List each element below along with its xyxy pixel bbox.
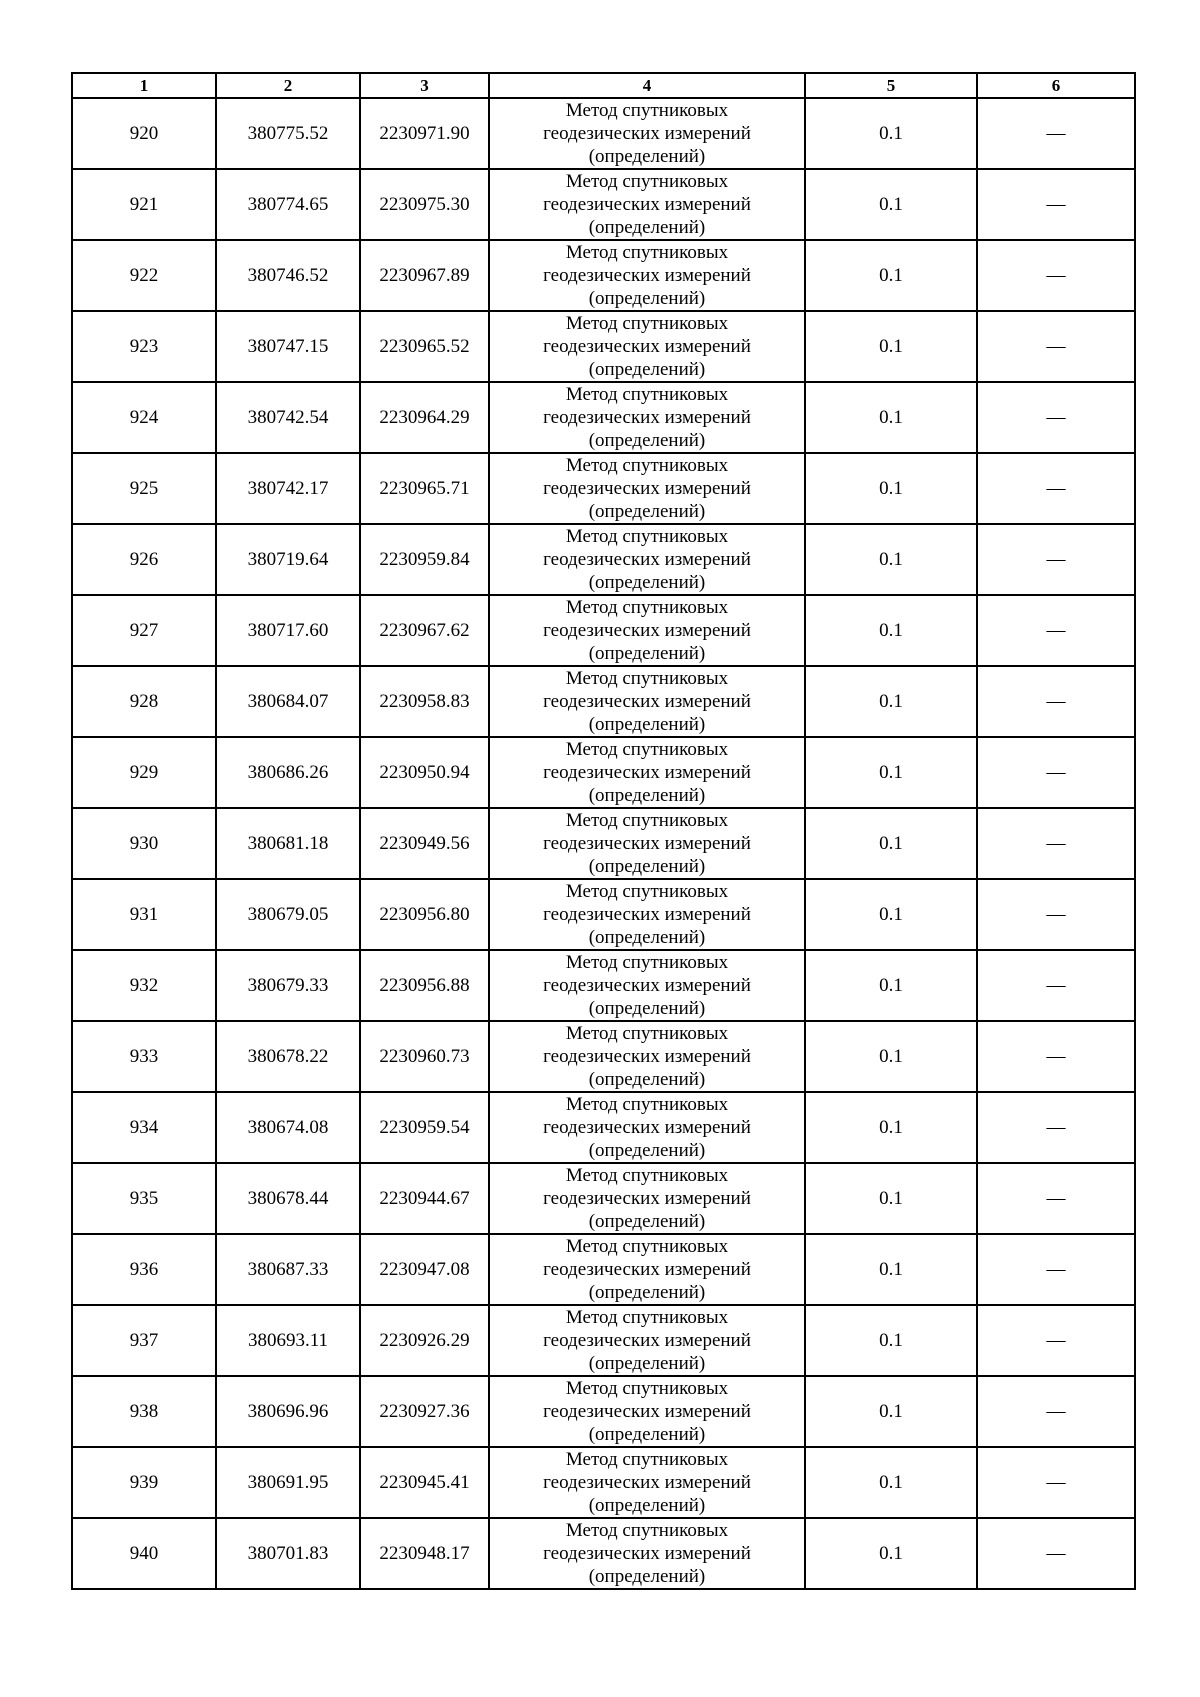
method-cell: Метод спутниковых геодезических измерений (определений) bbox=[489, 240, 805, 311]
accuracy-cell: 0.1 bbox=[805, 98, 977, 169]
x-coordinate-cell: 380678.44 bbox=[216, 1163, 360, 1234]
y-coordinate-cell: 2230945.41 bbox=[360, 1447, 489, 1518]
method-cell: Метод спутниковых геодезических измерений (определений) bbox=[489, 1092, 805, 1163]
x-coordinate-cell: 380681.18 bbox=[216, 808, 360, 879]
accuracy-cell: 0.1 bbox=[805, 169, 977, 240]
x-coordinate-cell: 380693.11 bbox=[216, 1305, 360, 1376]
method-cell: Метод спутниковых геодезических измерений (определений) bbox=[489, 666, 805, 737]
table-row bbox=[72, 1163, 1135, 1234]
table-row bbox=[72, 1447, 1135, 1518]
table-row bbox=[72, 1021, 1135, 1092]
y-coordinate-cell: 2230948.17 bbox=[360, 1518, 489, 1589]
table-row bbox=[72, 808, 1135, 879]
table-row bbox=[72, 1234, 1135, 1305]
y-coordinate-cell: 2230975.30 bbox=[360, 169, 489, 240]
point-number-cell: 925 bbox=[72, 453, 216, 524]
point-number-cell: 920 bbox=[72, 98, 216, 169]
method-cell: Метод спутниковых геодезических измерений (определений) bbox=[489, 169, 805, 240]
accuracy-cell: 0.1 bbox=[805, 240, 977, 311]
x-coordinate-cell: 380679.33 bbox=[216, 950, 360, 1021]
method-cell: Метод спутниковых геодезических измерений (определений) bbox=[489, 1305, 805, 1376]
point-number-cell: 928 bbox=[72, 666, 216, 737]
table-row bbox=[72, 1305, 1135, 1376]
x-coordinate-cell: 380679.05 bbox=[216, 879, 360, 950]
x-coordinate-cell: 380775.52 bbox=[216, 98, 360, 169]
table-row bbox=[72, 98, 1135, 169]
accuracy-cell: 0.1 bbox=[805, 666, 977, 737]
method-cell: Метод спутниковых геодезических измерений (определений) bbox=[489, 98, 805, 169]
x-coordinate-cell: 380687.33 bbox=[216, 1234, 360, 1305]
accuracy-cell: 0.1 bbox=[805, 1021, 977, 1092]
note-cell: — bbox=[977, 1305, 1135, 1376]
accuracy-cell: 0.1 bbox=[805, 1092, 977, 1163]
table-row bbox=[72, 737, 1135, 808]
method-cell: Метод спутниковых геодезических измерений (определений) bbox=[489, 737, 805, 808]
y-coordinate-cell: 2230958.83 bbox=[360, 666, 489, 737]
method-cell: Метод спутниковых геодезических измерений (определений) bbox=[489, 311, 805, 382]
column-header-4: 4 bbox=[489, 73, 805, 98]
y-coordinate-cell: 2230964.29 bbox=[360, 382, 489, 453]
point-number-cell: 935 bbox=[72, 1163, 216, 1234]
x-coordinate-cell: 380701.83 bbox=[216, 1518, 360, 1589]
accuracy-cell: 0.1 bbox=[805, 1518, 977, 1589]
accuracy-cell: 0.1 bbox=[805, 737, 977, 808]
note-cell: — bbox=[977, 453, 1135, 524]
x-coordinate-cell: 380686.26 bbox=[216, 737, 360, 808]
method-cell: Метод спутниковых геодезических измерений (определений) bbox=[489, 950, 805, 1021]
accuracy-cell: 0.1 bbox=[805, 950, 977, 1021]
table-row bbox=[72, 453, 1135, 524]
accuracy-cell: 0.1 bbox=[805, 808, 977, 879]
method-cell: Метод спутниковых геодезических измерений (определений) bbox=[489, 1376, 805, 1447]
accuracy-cell: 0.1 bbox=[805, 879, 977, 950]
point-number-cell: 921 bbox=[72, 169, 216, 240]
method-cell: Метод спутниковых геодезических измерений (определений) bbox=[489, 879, 805, 950]
point-number-cell: 938 bbox=[72, 1376, 216, 1447]
point-number-cell: 936 bbox=[72, 1234, 216, 1305]
accuracy-cell: 0.1 bbox=[805, 453, 977, 524]
y-coordinate-cell: 2230927.36 bbox=[360, 1376, 489, 1447]
note-cell: — bbox=[977, 240, 1135, 311]
method-cell: Метод спутниковых геодезических измерений (определений) bbox=[489, 382, 805, 453]
y-coordinate-cell: 2230967.62 bbox=[360, 595, 489, 666]
table-row bbox=[72, 1376, 1135, 1447]
note-cell: — bbox=[977, 950, 1135, 1021]
note-cell: — bbox=[977, 311, 1135, 382]
table-row bbox=[72, 169, 1135, 240]
point-number-cell: 923 bbox=[72, 311, 216, 382]
note-cell: — bbox=[977, 595, 1135, 666]
x-coordinate-cell: 380696.96 bbox=[216, 1376, 360, 1447]
accuracy-cell: 0.1 bbox=[805, 382, 977, 453]
table-row bbox=[72, 666, 1135, 737]
point-number-cell: 929 bbox=[72, 737, 216, 808]
accuracy-cell: 0.1 bbox=[805, 1305, 977, 1376]
point-number-cell: 927 bbox=[72, 595, 216, 666]
coordinates-table bbox=[71, 72, 1136, 1590]
table-row bbox=[72, 240, 1135, 311]
point-number-cell: 922 bbox=[72, 240, 216, 311]
method-cell: Метод спутниковых геодезических измерений (определений) bbox=[489, 1021, 805, 1092]
table-row bbox=[72, 382, 1135, 453]
table-row bbox=[72, 879, 1135, 950]
accuracy-cell: 0.1 bbox=[805, 1234, 977, 1305]
note-cell: — bbox=[977, 1518, 1135, 1589]
point-number-cell: 931 bbox=[72, 879, 216, 950]
accuracy-cell: 0.1 bbox=[805, 1376, 977, 1447]
point-number-cell: 932 bbox=[72, 950, 216, 1021]
y-coordinate-cell: 2230926.29 bbox=[360, 1305, 489, 1376]
note-cell: — bbox=[977, 808, 1135, 879]
method-cell: Метод спутниковых геодезических измерений (определений) bbox=[489, 808, 805, 879]
method-cell: Метод спутниковых геодезических измерений (определений) bbox=[489, 595, 805, 666]
note-cell: — bbox=[977, 98, 1135, 169]
x-coordinate-cell: 380684.07 bbox=[216, 666, 360, 737]
note-cell: — bbox=[977, 737, 1135, 808]
method-cell: Метод спутниковых геодезических измерений (определений) bbox=[489, 524, 805, 595]
x-coordinate-cell: 380674.08 bbox=[216, 1092, 360, 1163]
x-coordinate-cell: 380747.15 bbox=[216, 311, 360, 382]
column-header-2: 2 bbox=[216, 73, 360, 98]
note-cell: — bbox=[977, 169, 1135, 240]
y-coordinate-cell: 2230956.80 bbox=[360, 879, 489, 950]
note-cell: — bbox=[977, 1447, 1135, 1518]
x-coordinate-cell: 380746.52 bbox=[216, 240, 360, 311]
x-coordinate-cell: 380691.95 bbox=[216, 1447, 360, 1518]
y-coordinate-cell: 2230947.08 bbox=[360, 1234, 489, 1305]
x-coordinate-cell: 380742.54 bbox=[216, 382, 360, 453]
note-cell: — bbox=[977, 1376, 1135, 1447]
table-row bbox=[72, 524, 1135, 595]
x-coordinate-cell: 380719.64 bbox=[216, 524, 360, 595]
method-cell: Метод спутниковых геодезических измерений (определений) bbox=[489, 1447, 805, 1518]
table-body bbox=[72, 98, 1135, 1589]
table-row bbox=[72, 1092, 1135, 1163]
column-header-1: 1 bbox=[72, 73, 216, 98]
x-coordinate-cell: 380742.17 bbox=[216, 453, 360, 524]
y-coordinate-cell: 2230956.88 bbox=[360, 950, 489, 1021]
point-number-cell: 933 bbox=[72, 1021, 216, 1092]
y-coordinate-cell: 2230960.73 bbox=[360, 1021, 489, 1092]
method-cell: Метод спутниковых геодезических измерений (определений) bbox=[489, 1234, 805, 1305]
note-cell: — bbox=[977, 666, 1135, 737]
note-cell: — bbox=[977, 1234, 1135, 1305]
point-number-cell: 930 bbox=[72, 808, 216, 879]
accuracy-cell: 0.1 bbox=[805, 595, 977, 666]
y-coordinate-cell: 2230971.90 bbox=[360, 98, 489, 169]
note-cell: — bbox=[977, 1092, 1135, 1163]
header-row bbox=[72, 73, 1135, 98]
method-cell: Метод спутниковых геодезических измерений (определений) bbox=[489, 453, 805, 524]
x-coordinate-cell: 380717.60 bbox=[216, 595, 360, 666]
x-coordinate-cell: 380678.22 bbox=[216, 1021, 360, 1092]
y-coordinate-cell: 2230949.56 bbox=[360, 808, 489, 879]
method-cell: Метод спутниковых геодезических измерений (определений) bbox=[489, 1163, 805, 1234]
column-header-5: 5 bbox=[805, 73, 977, 98]
table-row bbox=[72, 950, 1135, 1021]
point-number-cell: 926 bbox=[72, 524, 216, 595]
method-cell: Метод спутниковых геодезических измерений (определений) bbox=[489, 1518, 805, 1589]
y-coordinate-cell: 2230965.52 bbox=[360, 311, 489, 382]
y-coordinate-cell: 2230965.71 bbox=[360, 453, 489, 524]
point-number-cell: 934 bbox=[72, 1092, 216, 1163]
note-cell: — bbox=[977, 1163, 1135, 1234]
x-coordinate-cell: 380774.65 bbox=[216, 169, 360, 240]
y-coordinate-cell: 2230944.67 bbox=[360, 1163, 489, 1234]
point-number-cell: 939 bbox=[72, 1447, 216, 1518]
table-row bbox=[72, 311, 1135, 382]
accuracy-cell: 0.1 bbox=[805, 1163, 977, 1234]
y-coordinate-cell: 2230950.94 bbox=[360, 737, 489, 808]
point-number-cell: 937 bbox=[72, 1305, 216, 1376]
y-coordinate-cell: 2230967.89 bbox=[360, 240, 489, 311]
y-coordinate-cell: 2230959.84 bbox=[360, 524, 489, 595]
table-row bbox=[72, 1518, 1135, 1589]
point-number-cell: 924 bbox=[72, 382, 216, 453]
note-cell: — bbox=[977, 879, 1135, 950]
column-header-6: 6 bbox=[977, 73, 1135, 98]
note-cell: — bbox=[977, 1021, 1135, 1092]
accuracy-cell: 0.1 bbox=[805, 524, 977, 595]
note-cell: — bbox=[977, 382, 1135, 453]
note-cell: — bbox=[977, 524, 1135, 595]
column-header-3: 3 bbox=[360, 73, 489, 98]
accuracy-cell: 0.1 bbox=[805, 1447, 977, 1518]
table-row bbox=[72, 595, 1135, 666]
y-coordinate-cell: 2230959.54 bbox=[360, 1092, 489, 1163]
point-number-cell: 940 bbox=[72, 1518, 216, 1589]
accuracy-cell: 0.1 bbox=[805, 311, 977, 382]
